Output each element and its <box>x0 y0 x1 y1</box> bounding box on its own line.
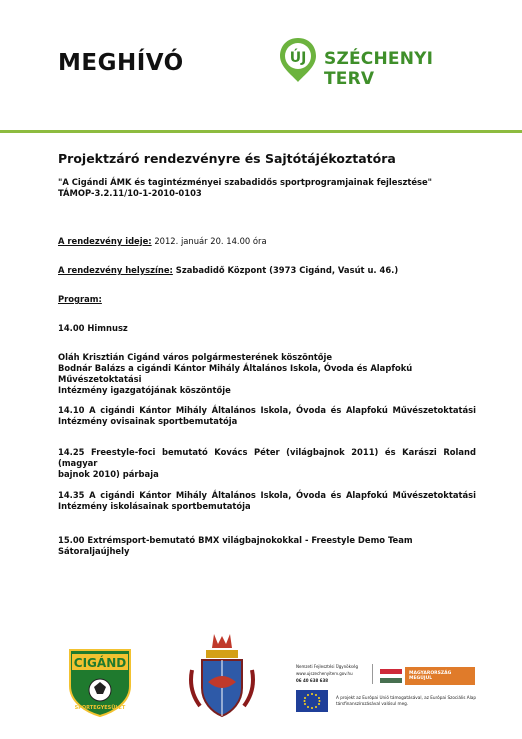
club-name: CIGÁND <box>73 656 127 670</box>
program-item <box>58 490 476 512</box>
event-date-value: 2012. január 20. 14.00 óra <box>151 236 267 246</box>
program-line: 14.35 A cigándi Kántor Mihály Általános Iskola, Óvoda és Alapfokú Művészetoktatási <box>58 490 476 500</box>
program-line: Bodnár Balázs a cigándi Kántor Mihály Általános Iskola, Óvoda és Alapfokú Művészetoktatási <box>58 363 413 384</box>
program-line: Intézmény igazgatójának köszöntője <box>58 385 231 395</box>
program-item <box>58 352 476 396</box>
eu-stars-icon <box>296 690 328 712</box>
program-label: Program: <box>58 294 102 304</box>
program-line: 15.00 Extrémsport-bemutató BMX világbajnokokkal - Freestyle Demo Team Sátoraljaújhely <box>58 535 413 556</box>
hungary-badge-text: MAGYARORSZÁG MEGÚJUL <box>405 667 475 685</box>
program-line: Intézmény iskolásainak sportbemutatója <box>58 501 251 511</box>
project-title: "A Cigándi ÁMK és tagintézményei szabadidős sportprogramjainak fejlesztése" <box>58 177 433 187</box>
nfu-info <box>296 664 366 683</box>
szechenyi-terv-logo <box>278 36 488 89</box>
city-coat-of-arms <box>186 630 258 722</box>
event-venue <box>58 265 476 276</box>
document-title: MEGHÍVÓ <box>58 50 184 76</box>
nfu-phone: 06 40 638 638 <box>296 678 329 683</box>
hungarian-flag-icon <box>380 669 402 683</box>
program-line: 14.25 Freestyle-foci bemutató Kovács Péter (világbajnok 2011) és Karászi Roland (magyar <box>58 447 476 468</box>
eu-flag <box>296 690 328 712</box>
nfu-website: www.ujszechenyiterv.gov.hu <box>296 671 353 676</box>
event-venue-value: Szabadidő Központ (3973 Cigánd, Vasút u. 46.) <box>172 265 399 275</box>
logo-mark: ÚJ <box>289 50 307 66</box>
header-divider <box>0 130 522 133</box>
program-item <box>58 323 476 334</box>
program-line: Oláh Krisztián Cigánd város polgármesterének köszöntője <box>58 352 333 362</box>
club-subtitle: SPORTEGYESÜLET <box>74 705 126 711</box>
event-heading: Projektzáró rendezvényre és Sajtótájékoztatóra <box>58 151 396 166</box>
program-line: bajnok 2010) párbaja <box>58 469 159 479</box>
program-item <box>58 405 476 427</box>
program-line: 14.00 Himnusz <box>58 323 128 333</box>
program-line: 14.10 A cigándi Kántor Mihály Általános Iskola, Óvoda és Alapfokú Művészetoktatási <box>58 405 476 415</box>
footer-divider <box>372 664 373 684</box>
hungary-renews-badge <box>380 667 475 685</box>
event-date-label: A rendezvény ideje: <box>58 236 152 246</box>
program-item <box>58 535 476 557</box>
program-line: Intézmény ovisainak sportbemutatója <box>58 416 238 426</box>
coat-of-arms-icon <box>186 630 258 722</box>
nfu-name: Nemzeti Fejlesztési Ügynökség <box>296 664 358 669</box>
program-item <box>58 447 476 480</box>
event-date <box>58 236 476 247</box>
map-pin-icon <box>278 36 318 84</box>
sport-club-emblem <box>66 646 134 718</box>
sport-club-shield-icon <box>66 646 134 718</box>
eu-funding-note: A projekt az Európai Unió támogatásával, az Európai Szociális Alap társfinanszírozásával valósul meg. <box>336 695 477 706</box>
logo-text: SZÉCHENYI TERV <box>324 49 434 89</box>
event-venue-label: A rendezvény helyszíne: <box>58 265 173 275</box>
project-code: TÁMOP-3.2.11/10-1-2010-0103 <box>58 188 202 198</box>
